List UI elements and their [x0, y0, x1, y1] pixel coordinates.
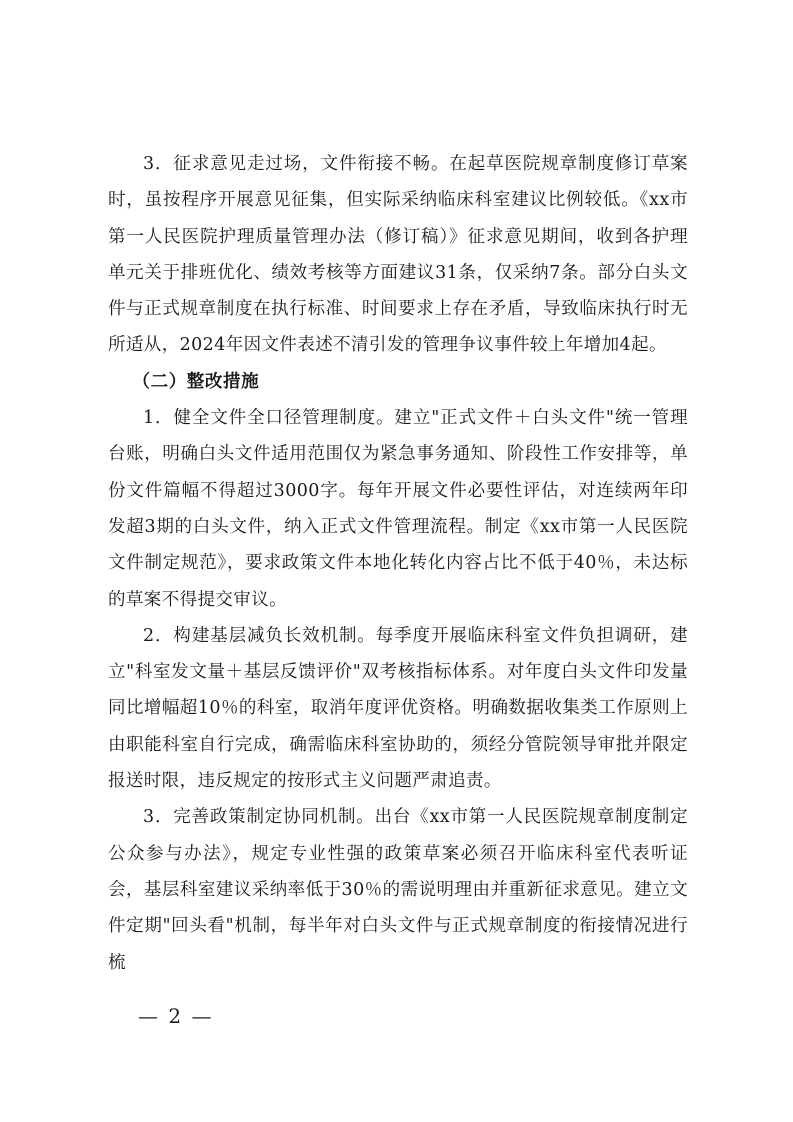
- paragraph-measure-3: 3．完善政策制定协同机制。出台《xx市第一人民医院规章制度制定公众参与办法》，规定专业性强的政策草案必须召开临床科室代表听证会，基层科室建议采纳率低于30％的需说明理由并重新征求意见。建立文件定期"回头看"机制，每半年对白头文件与正式规章制度的衔接情况进行梳: [108, 807, 688, 973]
- section-heading-rectification: （二）整改措施: [132, 371, 260, 392]
- paragraph-consultation-issue: 3．征求意见走过场，文件衔接不畅。在起草医院规章制度修订草案时，虽按程序开展意见征集，但实际采纳临床科室建议比例较低。《xx市第一人民医院护理质量管理办法（修订稿）》征求意见期间，收到各护理单元关于排班优化、绩效考核等方面建议31条，仅采纳7条。部分白头文件与正式规章制度在执行标准、时间要求上存在矛盾，导致临床执行时无所适从，2024年因文件表述不清引发的管理争议事件较上年增加4起。: [108, 154, 688, 356]
- paragraph-measure-1: 1．健全文件全口径管理制度。建立"正式文件＋白头文件"统一管理台账，明确白头文件适用范围仅为紧急事务通知、阶段性工作安排等，单份文件篇幅不得超过3000字。每年开展文件必要性评估，对连续两年印发超3期的白头文件，纳入正式文件管理流程。制定《xx市第一人民医院文件制定规范》，要求政策文件本地化转化内容占比不低于40％，未达标的草案不得提交审议。: [108, 408, 688, 610]
- document-body: [108, 146, 688, 981]
- paragraph-measure-2: 2．构建基层减负长效机制。每季度开展临床科室文件负担调研，建立"科室发文量＋基层反馈评价"双考核指标体系。对年度白头文件印发量同比增幅超10％的科室，取消年度评优资格。明确数据收集类工作原则上由职能科室自行完成，确需临床科室协助的，须经分管院领导审批并限定报送时限，违反规定的按形式主义问题严肃追责。: [108, 625, 688, 792]
- page-number: — 2 —: [138, 1004, 214, 1028]
